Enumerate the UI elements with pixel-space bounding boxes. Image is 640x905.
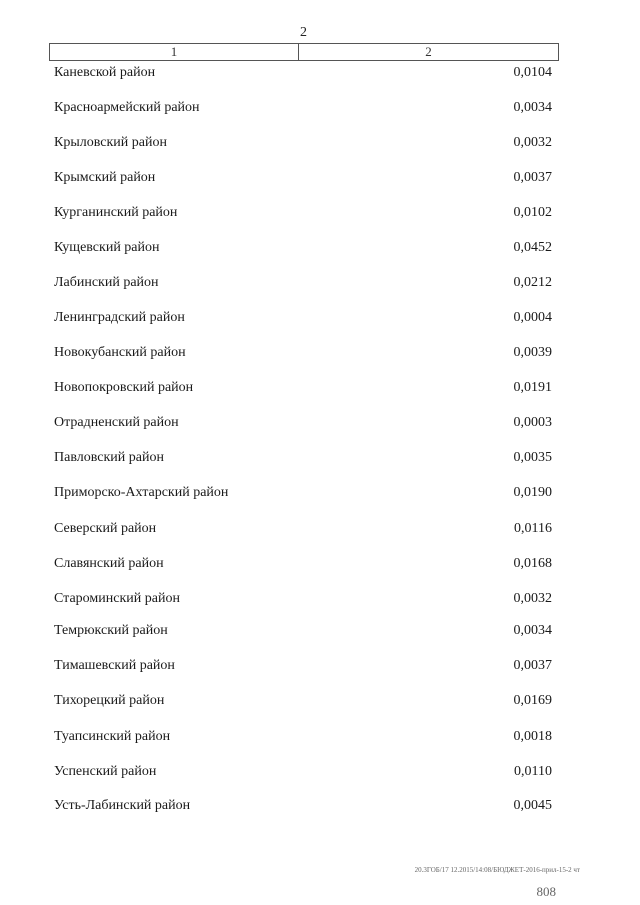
- district-name: Лабинский район: [54, 275, 159, 290]
- district-name: Северский район: [54, 521, 157, 536]
- district-value: 0,0032: [513, 135, 552, 150]
- district-name: Павловский район: [54, 450, 164, 465]
- district-value: 0,0004: [513, 310, 552, 325]
- district-value: 0,0037: [513, 170, 552, 185]
- table-row: [0, 520, 640, 540]
- district-name: Новокубанский район: [54, 345, 186, 360]
- table-row: [0, 484, 640, 504]
- table-row: [0, 309, 640, 329]
- district-name: Каневской район: [54, 65, 156, 80]
- table-row: [0, 449, 640, 469]
- table-row: [0, 344, 640, 364]
- district-name: Успенский район: [54, 764, 157, 779]
- district-name: Тимашевский район: [54, 658, 175, 673]
- district-name: Тихорецкий район: [54, 693, 165, 708]
- table-row: [0, 99, 640, 119]
- table-row: [0, 239, 640, 259]
- district-value: 0,0452: [513, 240, 552, 255]
- district-value: 0,0045: [513, 798, 552, 813]
- district-value: 0,0168: [513, 556, 552, 571]
- table-row: [0, 692, 640, 712]
- district-value: 0,0034: [513, 100, 552, 115]
- table-header-col2: 2: [425, 44, 432, 59]
- district-name: Приморско-Ахтарский район: [54, 485, 229, 500]
- district-value: 0,0191: [513, 380, 552, 395]
- table-row: [0, 590, 640, 610]
- district-name: Ленинградский район: [54, 310, 185, 325]
- table-row: [0, 379, 640, 399]
- footer-sheet-number: 808: [536, 884, 556, 899]
- district-value: 0,0032: [513, 591, 552, 606]
- table-row: [0, 657, 640, 677]
- table-row: [0, 763, 640, 783]
- district-name: Кущевский район: [54, 240, 160, 255]
- district-name: Отрадненский район: [54, 415, 179, 430]
- table-row: [0, 414, 640, 434]
- table-row: [0, 64, 640, 84]
- district-name: Новопокровский район: [54, 380, 194, 395]
- table-row: [0, 728, 640, 748]
- district-value: 0,0212: [513, 275, 552, 290]
- footer-document-code: 20.3ГОБ/17 12.2015/14:08/БЮДЖЕТ-2016-прил-15-2 чт: [414, 866, 580, 874]
- district-value: 0,0018: [513, 729, 552, 744]
- district-value: 0,0039: [513, 345, 552, 360]
- table-row: [0, 274, 640, 294]
- district-name: Славянский район: [54, 556, 164, 571]
- district-value: 0,0104: [513, 65, 552, 80]
- district-name: Староминский район: [54, 591, 180, 606]
- district-value: 0,0110: [514, 764, 552, 779]
- district-value: 0,0003: [513, 415, 552, 430]
- table-row: [0, 622, 640, 642]
- district-name: Курганинский район: [54, 205, 178, 220]
- district-name: Крыловский район: [54, 135, 167, 150]
- district-value: 0,0102: [513, 205, 552, 220]
- table-header-col1: 1: [50, 44, 299, 60]
- district-value: 0,0190: [513, 485, 552, 500]
- district-value: 0,0034: [513, 623, 552, 638]
- district-name: Красноармейский район: [54, 100, 200, 115]
- table-row: [0, 134, 640, 154]
- table-header: [49, 43, 559, 61]
- district-name: Усть-Лабинский район: [54, 798, 191, 813]
- district-value: 0,0035: [513, 450, 552, 465]
- district-name: Темрюкский район: [54, 623, 168, 638]
- district-value: 0,0169: [513, 693, 552, 708]
- page-number: 2: [300, 25, 307, 40]
- table-row: [0, 555, 640, 575]
- district-name: Крымский район: [54, 170, 156, 185]
- district-name: Туапсинский район: [54, 729, 171, 744]
- table-row: [0, 797, 640, 817]
- table-row: [0, 169, 640, 189]
- district-value: 0,0116: [514, 521, 552, 536]
- table-row: [0, 204, 640, 224]
- district-value: 0,0037: [513, 658, 552, 673]
